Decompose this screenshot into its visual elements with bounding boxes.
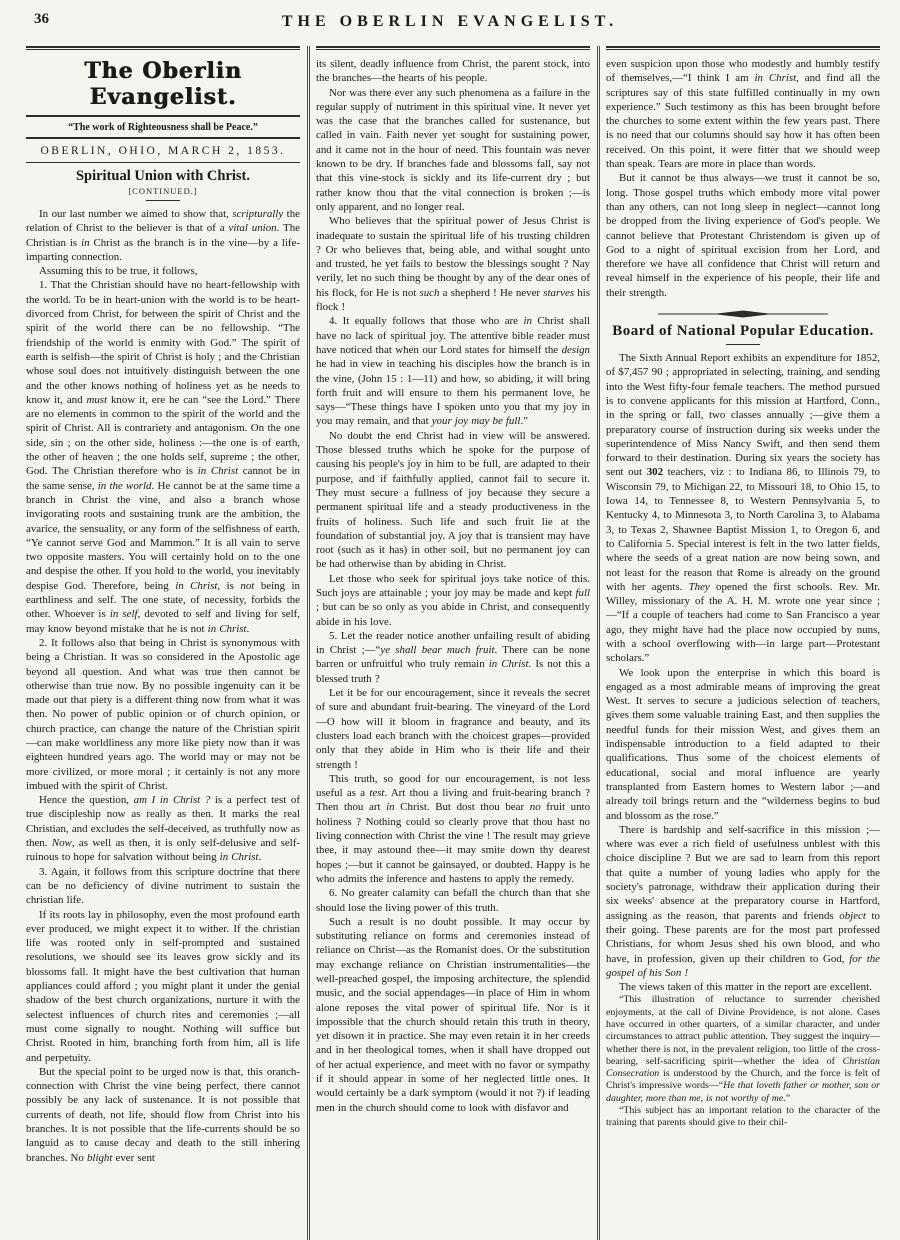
- columns-container: [0, 46, 900, 1240]
- paragraph: “This subject has an important relation to the character of the training that parents should give to their chil-: [606, 1105, 880, 1129]
- masthead: [26, 57, 300, 163]
- paragraph: Let those who seek for spiritual joys take notice of this. Such joys are attainable ; your joy may be made and kept full ; but can be so only as you abide in Christ, and consequently abide in his love.: [316, 572, 590, 628]
- paragraph: Let it be for our encouragement, since it reveals the secret of sure and abundant fruit-bearing. The vineyard of the Lord—O how will it bloom in fragrance and beauty, and its clusters load each branch with the choicest grapes—provided only that they abide in Him who is their life and their strength !: [316, 687, 590, 771]
- column-divider-rule: [307, 46, 310, 1240]
- paragraph: This truth, so good for our encouragement, is not less useful as a test. Art thou a living and fruit-bearing branch ? Then thou art in Christ. But dost thou bear no fruit unto holiness ? Nothing could so clearly prove that thou hast no living connection with Christ the vine ! The result may grieve thee, it may astound thee—it may smite down thy dearest hopes ;—but it cannot be gainsayed, or doubted. Happy is he who admits the inference and hastens to apply the remedy.: [316, 772, 590, 885]
- paragraph: 4. It equally follows that those who are in Christ shall have no lack of spiritual joy. The attentive bible reader must have noticed that when our Lord states for himself the design he had in view in teaching his disciples how the branch is in the vine, (John 15 : 1—11) and how, so abiding, it will bring forth fruit and will ensure to them his permanent love, he says—“These things have I spoken unto you that my joy in you may remain, and that your joy may be full.”: [316, 315, 590, 428]
- paragraph: But the special point to be urged now is that, this oranch-connection with Christ the vine being perfect, there cannot possibly be any lack of sustenance. It is not possible that currents of death, not life, should flow from Christ into his branches. It is not possible that the life-currents should be so languid as to cause decay and death to the still inhering branches. No blight ever sent: [26, 1065, 300, 1164]
- article-2-body: [606, 351, 880, 1130]
- paragraph: 1. That the Christian should have no heart-fellowship with the world. To be in heart-union with the world is to be heart-divorced from Christ, for between the spirit of Christ and the spirit of the world there can be no fellowship. “The friendship of the world is enmity with God.” The spirit of earth is selfish—the spirit of Christ is holy ; and the Christian whose soul does not intuitively distinguish between the one and the other knows nothing of holiness yet as he needs to know it, and must know it, ere he can “see the Lord.” There are no elements in common to the spirit of the world and the spirit of Christ. All is contrariety and antagonism. On the one side, sin ; on the other side, holiness :—the one is of earth, the other of heaven ; the one holds self, supreme ; the other, God. The Christian therefore who is in Christ cannot be in the same sense, in the world. He cannot be at the same time a branch in Christ the vine, and also a branch whose invigorating roots and sustaining trunk are the ambition, the avarice, the sensuality, or any form of the selfishness of earth. “Ye cannot serve God and Mammon.” It is all vain to serve two opposite masters. You will certainly hold on to the one and despise the other. If you hold to the world, you inevitably despise God. Therefore, being in Christ, is not being in earthliness and self. The one state, of necessity, forbids the other. Whoever is in self, devoted to self and living for self, may know beyond mistake that he is not in Christ.: [26, 279, 300, 635]
- paragraph: If its roots lay in philosophy, even the most profound earth ever produced, we might expect it to wither. If the christian life was rooted only in self-prompted and sustained resolutions, we should see its leaves grow sickly and its blossoms fall. It might have the best cultivation that human appliances could afford ; you might plant it under the genial shadow of the best church organizations, nurture it with the selectest influences of church rites and ceremonies ;—all must come signally to nought. Nothing will suffice but Christ. Rooted in him, branching forth from him, all is life and perpetuity.: [26, 908, 300, 1064]
- paragraph: Assuming this to be true, it follows,: [39, 265, 198, 278]
- page-number: 36: [34, 11, 49, 27]
- paragraph: The Sixth Annual Report exhibits an expenditure for 1852, of $7,457 90 ; appropriated in selecting, training, and sending into the West fifty-four female teachers. The method pursued is to convene applicants for this mission at Hartford, Conn., in the spring or fall, two classes annually ;—give them a preparatory course of instruction during six weeks under the superintendence of Miss Nancy Swift, and then send them forward to their destination. During six years the society has sent out 302 teachers, viz : to Indiana 86, to Illinois 79, to Wisconsin 79, to Michigan 22, to Missouri 18, to Ohio 15, to Iowa 14, to Tennessee 8, to Western Pennsylvania 5, to Kentucky 4, to Minnesota 3, to North Carolina 3, to Alabama 3, to Texas 2, Shawnee Baptist Mission 1, to Oregon 6, and to California 5. Special interest is felt in the two latter fields, where the seeds of a great nation are now being sown, and not least for the reason that Rome is already on the ground with her agents. They opened the first schools. Rev. Mr. Willey, missionary of the A. H. M. wrote one year since ;—“If a couple of teachers had come to San Francisco a year ago, they might have had the place now occupied by nuns, with a school overflowing with—in large part—Protestant scholars.”: [606, 352, 880, 665]
- short-rule: [146, 200, 180, 201]
- paragraph: even suspicion upon those who modestly and humbly testify of themselves,—“I think I am in Christ, and find all the scriptures say of this state fulfilled continually in my own experience.” Such testimony as this has been brought before the churches to some extent within the few years past. There is no need that our columns should say how it has often been received. On this point, it were fitter that we should weep than speak. Tears are more in place than words.: [606, 58, 880, 171]
- article-divider: [606, 309, 880, 319]
- masthead-title: The Oberlin Evangelist.: [84, 58, 242, 110]
- arrow-rule-icon: [658, 309, 828, 319]
- column-divider: [590, 46, 606, 1240]
- paragraph: Such a result is no doubt possible. It may occur by substituting reliance on forms and ceremonies instead of reliance on Christ—as the Romanist does. Or the substitution may exchange reliance on Christian instrumentalities—the well-preached gospel, the imposing architecture, the splendid music, and the social appendages—in place of Him in whom alone reposes the vital power of spiritual life. Nor is it impossible that the church should retain this truth in theory, yet disown it in practice. She may even retain it in her creeds and in her theological tomes, when it shall have dropped out of her actual experience, and meet with no favor or sympathy if it should appear in some of her neglected little ones. It would certainly be a dark symptom (would it not ?) if leading men in the church should come to look with disfavor and: [316, 915, 590, 1114]
- article-1-title: Spiritual Union with Christ.: [75, 168, 251, 184]
- column-divider-rule: [597, 46, 600, 1240]
- column-2: [316, 46, 590, 1240]
- newspaper-title: THE OBERLIN EVANGELIST.: [281, 13, 619, 30]
- paragraph: “This illustration of reluctance to surrender cherished enjoyments, at the call of Divine Providence, is not alone. Cases have occurred in other quarters, of a similar character, and under circumstances to attract public attention. They suggest the inquiry—whether there is not, in the prevalent religion, too little of the cross-bearing, self-sacrificing spirit—whether the idea of Christian Consecration is understood by the Church, and the force is felt of Christ's impressive words—“He that loveth father or mother, son or daughter, more than me, is not worthy of me.”: [606, 994, 880, 1104]
- column-top-rule: [606, 46, 880, 50]
- paragraph: We look upon the enterprise in which this board is engaged as a most admirable means of improving the great West. It serves to secure a judicious selection of teachers, gives them some valuable training East, and then supplies the needful funds for their mission West, and gives them an indispensable introduction to a field adapted to their qualifications. Thus some of the choicest elements of educational, social and moral influence are yearly transplanted from Eastern homes to Western labor ;—and already toil brings return and the “wilderness begins to bud and blossom as the rose.”: [606, 666, 880, 822]
- paragraph: Who believes that the spiritual power of Jesus Christ is inadequate to sustain the spiritual life of his trusting children ? Or who believes that, being able, and withal sought unto and trusted, he yet fails to bestow the blessings sought ? Nay verily, let no such thing be thought by any of the dear ones of his flock, for He is not such a shepherd ! He never starves his flock !: [316, 215, 590, 314]
- column-3: [606, 46, 880, 1240]
- masthead-rule: [26, 115, 300, 117]
- article-1-heading-block: [26, 168, 300, 201]
- masthead-rule: [26, 137, 300, 139]
- paragraph: There is hardship and self-sacrifice in this mission ;—where was ever a rich field of usefulness unblest with this choice discipline ? But we are sad to learn from this report that quite a number of young ladies who apply for the society's patronage, withdraw their application during their six weeks' absence at the preparatory course in Hartford, assigning as the reason, that parents and friends object to their going. These parents are for the most part professed Christians, for whom Jesus shed his own blood, and who have, in profession, given up their children to God, for the gospel of his Son !: [606, 823, 880, 979]
- column-top-rule: [316, 46, 590, 50]
- masthead-rule: [26, 162, 300, 163]
- paragraph: 3. Again, it follows from this scripture doctrine that there can be no deficiency of divine nutriment to sustain the christian life.: [26, 865, 300, 907]
- page-header: [0, 0, 900, 46]
- dateline: OBERLIN, OHIO, MARCH 2, 1853.: [40, 145, 286, 157]
- paragraph: its silent, deadly influence from Christ, the parent stock, into the branches—the hearts of his people.: [316, 58, 590, 85]
- short-rule: [726, 344, 760, 345]
- article-1-column-2-body: [316, 57, 590, 1115]
- masthead-motto: “The work of Righteousness shall be Peace.”: [68, 122, 258, 133]
- column-top-rule: [26, 46, 300, 50]
- paragraph: But it cannot be thus always—we trust it cannot be so, long. Those gospel truths which embody more vital power than any others, can not long sleep in neglect—cannot long be dropped from the living experience of God's people. We cannot believe that Protestant Christendom is given up of God to a night of spiritual excision from her Lord, and therefore we have all confidence that Christ will return and reveal himself in the experience of his people, their life and their strength.: [606, 172, 880, 299]
- article-1-continued-note: [CONTINUED.]: [128, 186, 198, 196]
- paragraph: The views taken of this matter in the report are excellent.: [619, 981, 872, 994]
- paragraph: Hence the question, am I in Christ ? is a perfect test of true discipleship now as really as then. It marks the real Christian, and excludes the self-deceived, as truthfully now as then. Now, as well as then, it is only self-delusive and self-ruinous to hope for salvation without being in Christ.: [26, 794, 300, 864]
- paragraph: In our last number we aimed to show that, scripturally the relation of Christ to the believer is that of a vital union. The Christian is in Christ as the branch is in the vine—by a life-imparting connection.: [26, 208, 300, 263]
- column-1: [26, 46, 300, 1240]
- paragraph: 2. It follows also that being in Christ is synonymous with being a Christian. It was so considered in the Apostolic age beyond all question. And what was true then cannot be otherwise than true now. By no possible ingenuity can it be made out that piety is a different thing now from what it was then. No power of public opinion or of church opinion, or church practice, can change the nature of the Christian spirit—can make worldliness any more like piety now than it was eighteen hundred years ago. The world may or may not be more civilized, or more moral ; it certainly is not any more imbued with the spirit of Christ.: [26, 636, 300, 792]
- paragraph: 6. No greater calamity can befall the church than that she should lose the living power of this truth.: [316, 887, 590, 914]
- paragraph: No doubt the end Christ had in view will be answered. Those blessed truths which he spoke for the purpose of causing his people's joy in him to be full, are adapted to their purpose, and if faithfully applied, cannot fail to secure it. They must secure a fullness of joy because they secure a permanent spiritual life and a steady productiveness in the fruits of holiness. Such life and such fruit lie at the foundation of substantial joy. A joy that is transient may have root (such as it has) in other soil, but no permanent joy can be had otherwise than by abiding in Christ.: [316, 429, 590, 571]
- column-divider: [300, 46, 316, 1240]
- article-1-column-3-body: [606, 57, 880, 300]
- paragraph: Nor was there ever any such phenomena as a failure in the regular supply of nutriment in this spiritual vine. It never yet was the case that the branches called for sustenance, but called in vain. Faith never yet sought for sustaining power, and it came not in the hour of need. This fountain was never known to be dry. If branches fade and blossoms fall, say not that this vine-stock is sickly and its life-current dry ; but rather know thou that the vital connection is broken ;—is only apparent, and no longer real.: [316, 86, 590, 213]
- article-2-title: Board of National Popular Education.: [612, 323, 874, 340]
- article-1-column-1-body: [26, 207, 300, 1165]
- paragraph: 5. Let the reader notice another unfailing result of abiding in Christ ;—“ye shall bear much fruit. There can be none barren or unfruitful who truly remain in Christ. Is not this a blessed truth ?: [316, 629, 590, 685]
